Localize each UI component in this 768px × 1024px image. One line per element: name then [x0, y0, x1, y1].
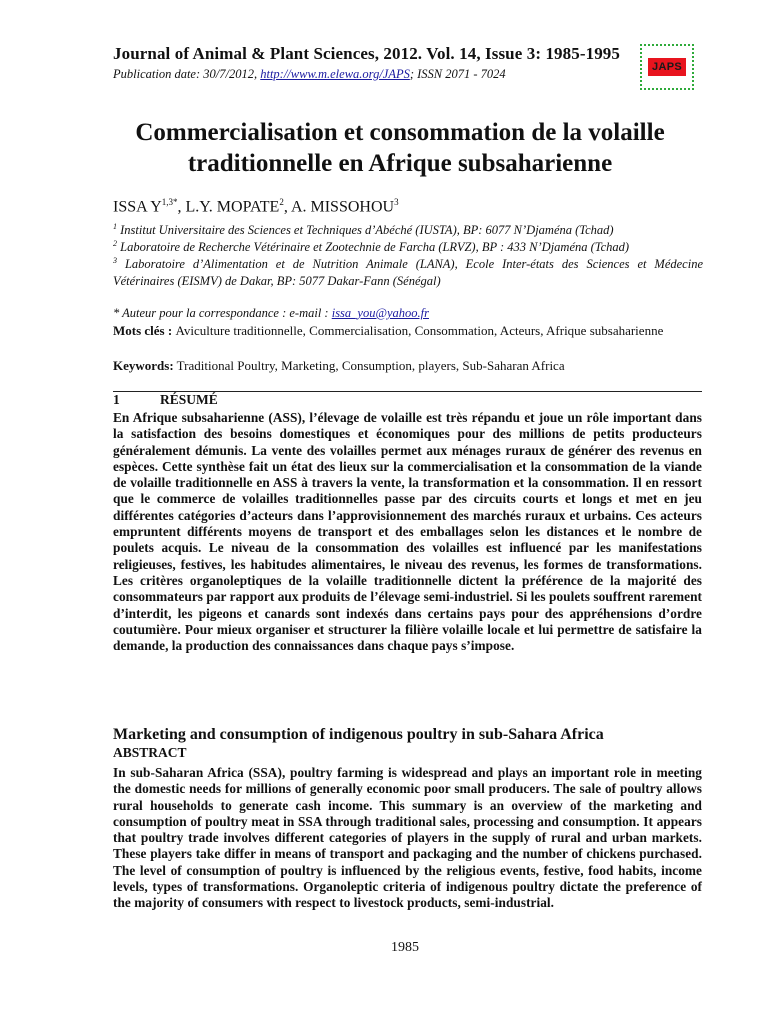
- correspondence: [113, 306, 703, 321]
- keywords-en-label: Keywords:: [113, 358, 174, 373]
- page-number: 1985: [391, 940, 419, 955]
- affiliation-number: 2: [113, 239, 117, 248]
- section-number: 1: [113, 392, 120, 407]
- journal-citation: Journal of Animal & Plant Sciences, 2012. Vol. 14, Issue 3: 1985-1995: [113, 44, 621, 63]
- author-name: ISSA Y: [113, 198, 162, 216]
- japs-logo: [640, 44, 694, 90]
- affiliation-number: 3: [113, 256, 117, 265]
- publication-line: [113, 67, 633, 82]
- affiliation-text: Laboratoire d’Alimentation et de Nutrition Animale (LANA), Ecole Inter-états des Sciences et Médecine Vétérinaires (EISMV) de Dakar, BP: 5077 Dakar-Fann (Sénégal): [113, 257, 703, 289]
- author-name: , L.Y. MOPATE: [177, 198, 280, 216]
- keywords-en-text: Traditional Poultry, Marketing, Consumption, players, Sub-Saharan Africa: [173, 358, 565, 373]
- keywords-fr-label: Mots clés: [113, 323, 165, 338]
- paper-title: Commercialisation et consommation de la volaille traditionnelle en Afrique subsaharienne: [135, 119, 665, 177]
- correspondence-label: * Auteur pour la correspondance : e-mail :: [113, 306, 332, 320]
- keywords-fr-text: Aviculture traditionnelle, Commercialisation, Consommation, Acteurs, Afrique subsaharienne: [175, 323, 664, 338]
- abstract-text: In sub-Saharan Africa (SSA), poultry farming is widespread and plays an important role in meeting the domestic needs for millions of generally economic poor small producers. The sale of poultry allows rural households to generate cash income. This summary is an overview of the marketing and consumption of poultry meat in SSA through traditional sales, processing and consumption. It appears that poultry trade involves different categories of players in the supply of rural and urban markets. These players take differ in means of transport and packaging and the number of chickens purchased. The level of consumption of poultry is influenced by the religious events, festive, food habits, income levels, types of transformations. Organoleptic criteria of indigenous poultry dictate the preference of the majority of consumers with respect to livestock products, semi-industrial.: [113, 765, 702, 911]
- resume-text: En Afrique subsaharienne (ASS), l’élevage de volaille est très répandu et joue un rôle important dans la satisfaction des besoins domestiques et économiques pour des millions de petits producteurs généralement démunis. La vente des volailles permet aux ménages ruraux de générer des revenus en espèces. Cette synthèse fait un état des lieux sur la commercialisation et la consommation de la viande de volaille traditionnelle en ASS à travers la vente, la transformation et la consommation. Il en ressort que le commerce de volailles traditionnelles passe par des circuits courts et longs et met en jeu différentes catégories d’acteurs dans l’approvisionnement des marchés ruraux et urbains. Ces acteurs empruntent différents moyens de transport et des emballages selon les distances et le nombre de poulets acquis. Le niveau de la consommation des volailles est influencé par les manifestations religieuses, festives, les habitudes alimentaires, le niveau des revenus, les formes de transformations. Les critères organoleptiques de la volaille traditionnelle dictent la préférence de la majorité des consommateurs par rapport aux produits de l’élevage semi-industriel. Si les poulets souffrent rarement d’interdit, les pigeons et canards sont indexés dans certains pays pour des appréhensions d’ordre coutumière. Pour mieux organiser et structurer la filière volaille locale et lui permettre de satisfaire la demande, la production des connaissances dans chaque pays s’impose.: [113, 410, 702, 654]
- email-link[interactable]: issa_you@yahoo.fr: [331, 306, 429, 320]
- author-affil-mark: 1,3*: [161, 197, 178, 207]
- affiliation: [113, 252, 703, 290]
- keywords-fr: [113, 323, 701, 339]
- affiliation-text: Laboratoire de Recherche Vétérinaire et Zootechnie de Farcha (LRVZ), BP : 433 N’Djaména (Tchad): [117, 240, 630, 255]
- english-title: Marketing and consumption of indigenous poultry in sub-Sahara Africa: [113, 726, 604, 743]
- publication-date: Publication date: 30/7/2012,: [113, 67, 258, 81]
- keywords-en: [113, 358, 701, 374]
- keywords-fr-colon: :: [164, 323, 176, 338]
- affiliation-text: Institut Universitaire des Sciences et Techniques d’Abéché (IUSTA), BP: 6077 N’Djaména (Tchad): [117, 223, 614, 238]
- affiliation-number: 1: [113, 222, 117, 231]
- journal-url-link[interactable]: http://www.m.elewa.org/JAPS: [260, 67, 410, 81]
- author-affil-mark: 3: [394, 197, 399, 207]
- author-affil-mark: 2: [279, 197, 284, 207]
- section-heading: RÉSUMÉ: [160, 392, 218, 407]
- japs-logo-text: JAPS: [648, 58, 686, 76]
- issn: ; ISSN 2071 - 7024: [409, 67, 506, 81]
- abstract-heading: ABSTRACT: [113, 745, 187, 760]
- author-list: [113, 197, 703, 216]
- author-name: , A. MISSOHOU: [283, 198, 395, 216]
